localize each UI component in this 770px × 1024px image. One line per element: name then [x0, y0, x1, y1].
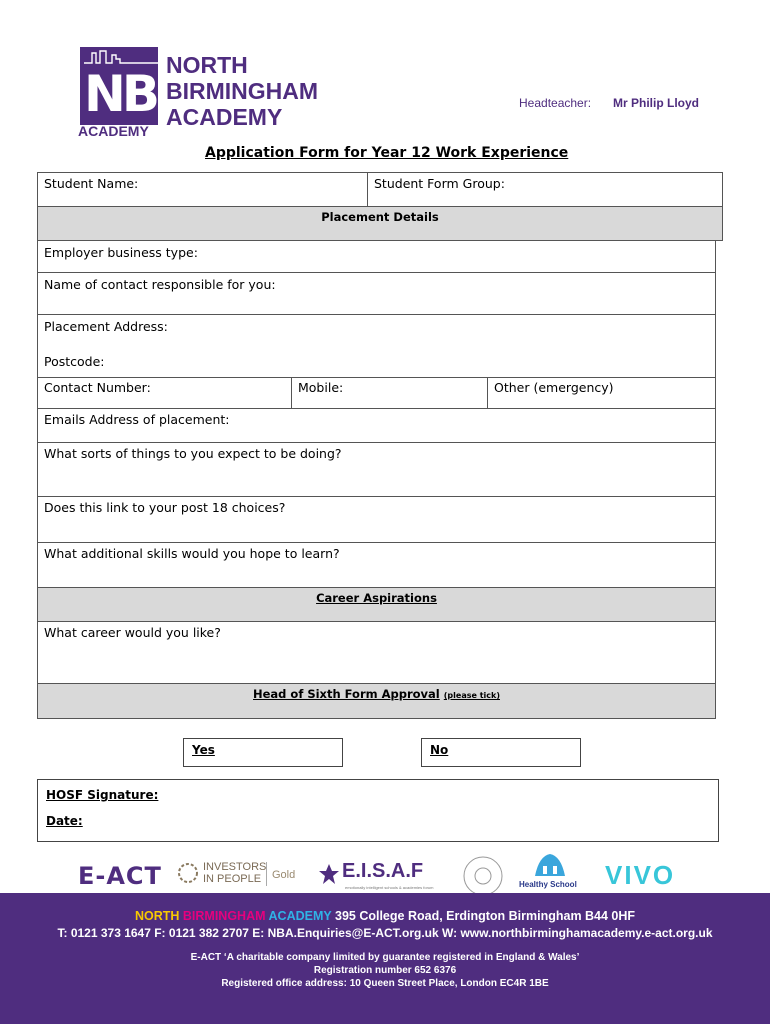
student-name-field[interactable]: Student Name:: [37, 172, 368, 207]
contact-number-field[interactable]: Contact Number:: [37, 377, 292, 409]
logo-letters: NB: [84, 65, 156, 123]
investors-in-people-icon: [177, 862, 199, 884]
email-field[interactable]: Emails Address of placement:: [37, 408, 716, 443]
footer-address-line: NORTH BIRMINGHAM ACADEMY 395 College Road, Erdington Birmingham B44 0HF: [134, 909, 636, 923]
eisaf-subtitle: emotionally intelligent schools & academies forum: [345, 885, 434, 890]
healthy-school-icon: [533, 852, 567, 880]
placement-details-header: Placement Details: [37, 206, 723, 241]
skills-field[interactable]: What additional skills would you hope to learn?: [37, 542, 716, 588]
student-form-group-field[interactable]: Student Form Group:: [367, 172, 723, 207]
career-field[interactable]: What career would you like?: [37, 621, 716, 684]
hosf-signature-label: HOSF Signature:: [46, 788, 159, 802]
placement-address-field[interactable]: Placement Address: Postcode:: [37, 314, 716, 378]
eisaf-logo: E.I.S.A.F: [342, 860, 424, 882]
post18-field[interactable]: Does this link to your post 18 choices?: [37, 496, 716, 543]
skyline-icon: [84, 49, 164, 65]
other-emergency-field[interactable]: Other (emergency): [487, 377, 716, 409]
employer-type-field[interactable]: Employer business type:: [37, 240, 716, 273]
eact-logo: E-ACT: [78, 862, 162, 890]
date-label: Date:: [46, 814, 83, 828]
headteacher-name: Mr Philip Lloyd: [613, 96, 699, 110]
star-icon: [318, 863, 340, 885]
expect-field[interactable]: What sorts of things to you expect to be doing?: [37, 442, 716, 497]
postcode-label: Postcode:: [44, 354, 105, 369]
iip-divider: [266, 862, 267, 886]
mobile-field[interactable]: Mobile:: [291, 377, 488, 409]
form-title: Application Form for Year 12 Work Experience: [205, 145, 569, 161]
approval-header: Head of Sixth Form Approval (please tick): [37, 683, 716, 719]
career-aspirations-header: Career Aspirations: [37, 587, 716, 622]
logo-school-name: NORTH BIRMINGHAM ACADEMY: [166, 52, 319, 130]
healthy-school-logo: Healthy School: [519, 880, 577, 889]
approval-note: (please tick): [443, 691, 500, 700]
iip-gold-label: Gold: [272, 869, 296, 881]
vivo-logo: VIVO: [605, 860, 676, 890]
no-checkbox[interactable]: No: [421, 738, 581, 767]
headteacher-label: Headteacher:: [519, 96, 592, 110]
footer-legal: E-ACT ‘A charitable company limited by guarantee registered in England & Wales’ Registration number 652 6376 Registered office address: 10 Queen Street Place, London EC4R 1BE: [190, 952, 580, 989]
logo-academy-small: ACADEMY: [78, 123, 149, 139]
investors-in-people-logo: INVESTORS IN PEOPLE: [203, 861, 267, 885]
signature-box[interactable]: [37, 779, 719, 842]
yes-checkbox[interactable]: Yes: [183, 738, 343, 767]
contact-name-field[interactable]: Name of contact responsible for you:: [37, 272, 716, 315]
footer-contacts: T: 0121 373 1647 F: 0121 382 2707 E: NBA.Enquiries@E-ACT.org.uk W: www.northbirminghamacademy.e-act.org.uk: [57, 926, 713, 940]
arts-council-icon: [462, 855, 504, 897]
